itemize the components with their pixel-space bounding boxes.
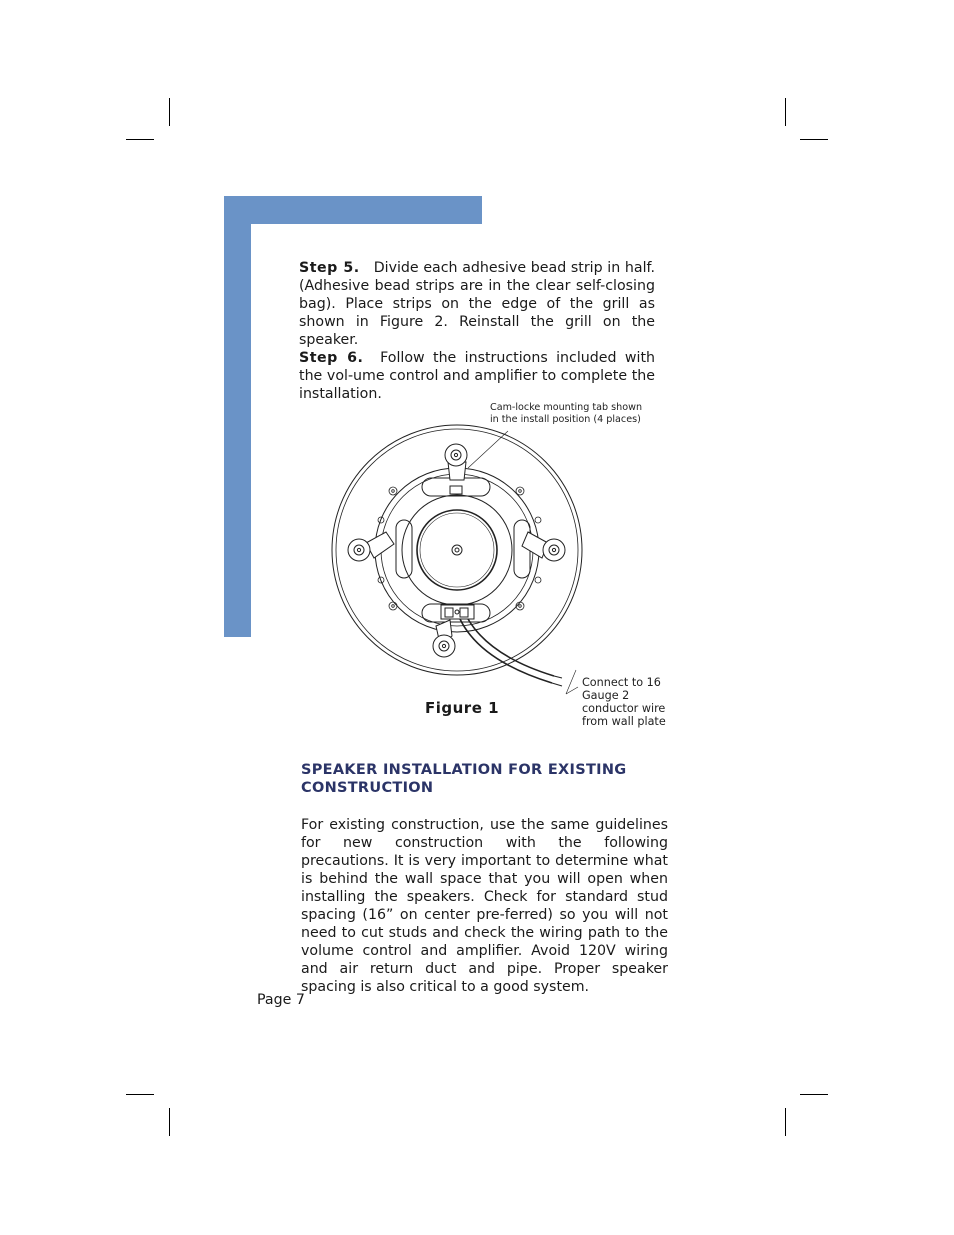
crop-mark — [800, 1094, 828, 1095]
tweeter — [452, 545, 462, 555]
step-5-paragraph — [299, 259, 655, 349]
section-heading-line2: CONSTRUCTION — [301, 780, 434, 796]
crop-mark — [126, 1094, 154, 1095]
crop-mark — [785, 1108, 786, 1136]
slot-tab — [450, 486, 462, 494]
step-6-label: Step 6. — [299, 350, 364, 366]
section-body: For existing construction, use the same guidelines for new construction with the following precautions. It is very important to determine what is behind the wall space that you will open when installing the speakers. Check for standard stud spacing (16” on center pre-ferred) so you will not need to cut studs and check the wiring path to the volume control and amplifier. Avoid 120V wiring and air return duct and pipe. Proper speaker spacing is also critical to a good system. — [301, 817, 668, 995]
callout-tab-line1: Cam-locke mounting tab shown — [490, 402, 643, 413]
step-5-label: Step 5. — [299, 260, 360, 276]
cam-tab-left — [348, 532, 394, 561]
step-5-text: Divide each adhesive bead strip in half. (Adhesive bead strips are in the clear self-closing bag). Place strips on the edge of the grill as shown in Figure 2. Reinstall the grill on the speaker. — [299, 260, 656, 348]
crop-mark — [785, 98, 786, 126]
crop-mark — [126, 139, 154, 140]
callout-wire — [582, 676, 672, 728]
callout-tab — [490, 402, 660, 425]
section-heading-line1: SPEAKER INSTALLATION FOR EXISTING — [301, 762, 627, 778]
woofer-surround — [402, 495, 512, 605]
cam-tab-right — [522, 532, 565, 561]
crop-mark — [800, 139, 828, 140]
section-heading — [301, 761, 681, 797]
slot-left — [396, 520, 412, 578]
accent-bar-top — [224, 196, 482, 224]
callout-wire-line1: Connect to 16 — [582, 676, 661, 689]
callout-wire-line3: conductor wire — [582, 702, 666, 715]
leader-wire — [566, 670, 576, 694]
accent-bar-side — [224, 196, 251, 637]
step-6-paragraph — [299, 349, 655, 403]
speaker-diagram — [300, 400, 670, 735]
woofer-cone — [417, 510, 497, 590]
leader-tab — [468, 431, 508, 468]
callout-wire-line2: Gauge 2 — [582, 689, 630, 702]
callout-tab-line2: in the install position (4 places) — [490, 413, 641, 425]
callout-wire-line4: from wall plate — [582, 715, 666, 728]
crop-mark — [169, 98, 170, 126]
crop-mark — [169, 1108, 170, 1136]
figure-caption: Figure 1 — [425, 699, 500, 717]
step-6-text: Follow the instructions included with the vol-ume control and amplifier to complete the installation. — [299, 350, 656, 402]
page-number: Page 7 — [257, 992, 305, 1008]
slot-top — [422, 478, 490, 496]
